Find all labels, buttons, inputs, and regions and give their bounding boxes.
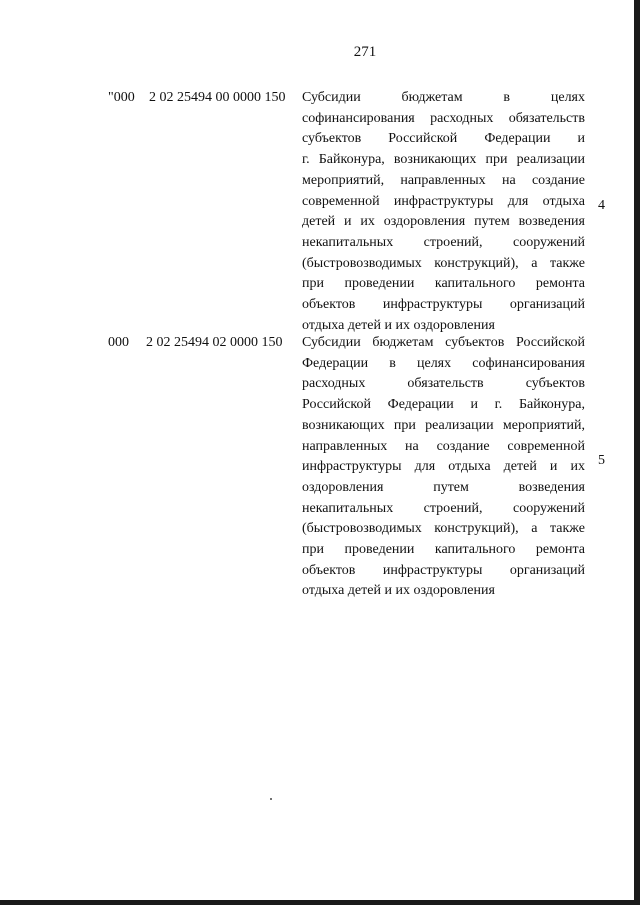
description-line: мероприятий, направленных на создание <box>302 172 585 188</box>
description-line: оздоровления путем возведения <box>302 479 585 495</box>
description-line: некапитальных строений, сооружений <box>302 234 585 250</box>
description-line: расходных обязательств субъектов <box>302 376 585 392</box>
scan-edge-right <box>634 0 640 905</box>
description-line: Федерации в целях софинансирования <box>302 355 585 371</box>
description-line: объектов инфраструктуры организаций <box>302 297 585 313</box>
budget-classification-code: 2 02 25494 00 0000 150 <box>149 90 286 105</box>
scan-edge-bottom <box>0 900 640 905</box>
description-line: софинансирования расходных обязательств <box>302 110 585 126</box>
description-line: некапитальных строений, сооружений <box>302 500 585 516</box>
description-line: отдыха детей и их оздоровления <box>302 317 495 333</box>
scan-speck <box>270 798 272 800</box>
budget-classification-code: 2 02 25494 02 0000 150 <box>146 335 283 350</box>
description-line: Субсидии бюджетам субъектов Российской <box>302 335 585 350</box>
description-line: субъектов Российской Федерации и <box>302 131 585 147</box>
description-line: Российской Федерации и г. Байконура, <box>302 397 585 413</box>
description-line: Субсидии бюджетам в целях <box>302 90 585 105</box>
row-code-prefix: 000 <box>108 335 129 350</box>
row-description <box>302 333 585 602</box>
side-number: 4 <box>598 198 605 213</box>
description-line: (быстровозводимых конструкций), а также <box>302 255 585 271</box>
description-line: объектов инфраструктуры организаций <box>302 562 585 578</box>
description-line: при проведении капитального ремонта <box>302 276 585 292</box>
row-description <box>302 88 585 336</box>
description-line: детей и их оздоровления путем возведения <box>302 214 585 230</box>
description-line: возникающих при реализации мероприятий, <box>302 417 585 433</box>
row-code-prefix: "000 <box>108 90 135 105</box>
description-line: инфраструктуры для отдыха детей и их <box>302 459 585 475</box>
description-line: отдыха детей и их оздоровления <box>302 583 495 599</box>
description-line: при проведении капитального ремонта <box>302 542 585 558</box>
description-line: современной инфраструктуры для отдыха <box>302 193 585 209</box>
side-number: 5 <box>598 453 605 468</box>
description-line: направленных на создание современной <box>302 438 585 454</box>
page-number: 271 <box>353 44 377 60</box>
description-line: (быстровозводимых конструкций), а также <box>302 521 585 537</box>
description-line: г. Байконура, возникающих при реализации <box>302 152 585 168</box>
